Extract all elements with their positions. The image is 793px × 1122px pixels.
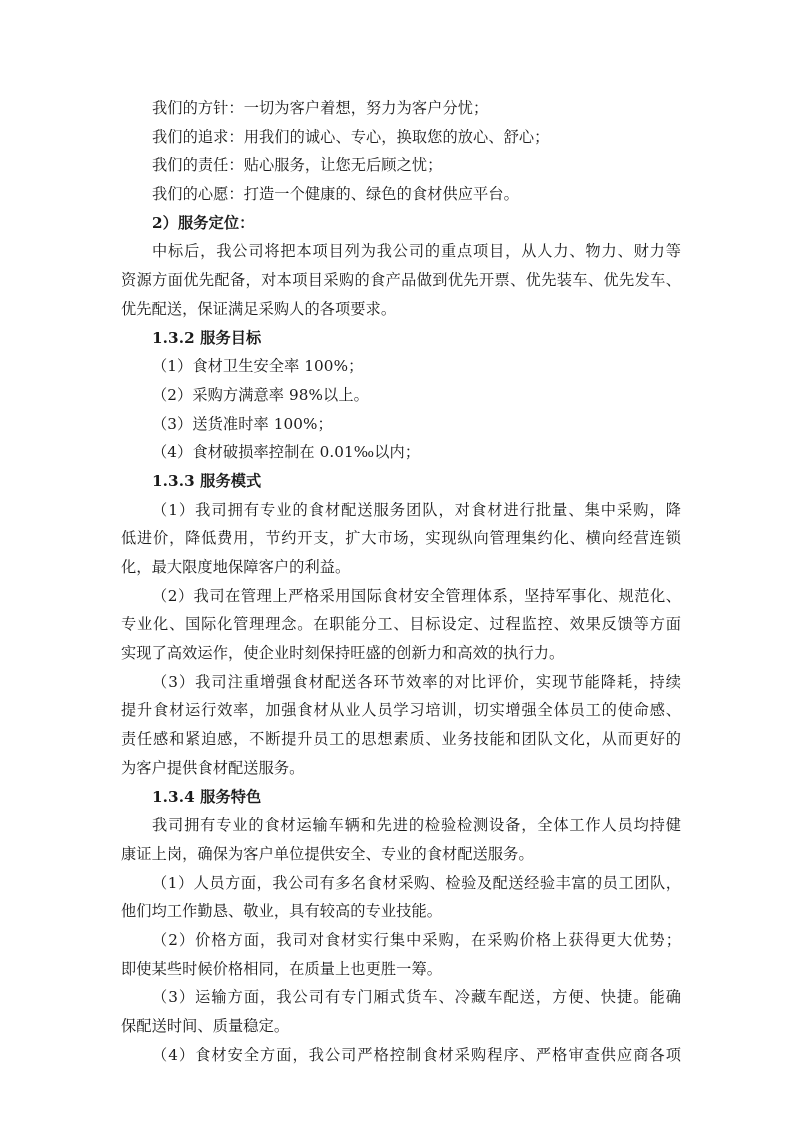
list-item: （1）食材卫生安全率 100%； — [152, 357, 364, 376]
paragraph-line: 中标后，我公司将把本项目列为我公司的重点项目，从人力、物力、财力等 — [152, 242, 681, 261]
paragraph-line: （1）人员方面，我公司有多名食材采购、检验及配送经验丰富的员工团队， — [152, 873, 681, 892]
motto-responsibility: 我们的责任：贴心服务，让您无后顾之忧； — [152, 156, 443, 175]
paragraph-line: 专业化、国际化管理理念。在职能分工、目标设定、过程监控、效果反馈等方面 — [121, 615, 681, 634]
list-item: （3）送货准时率 100%； — [152, 414, 333, 433]
paragraph-line: 实现了高效运作，使企业时刻保持旺盛的创新力和高效的执行力。 — [121, 644, 565, 663]
motto-wish: 我们的心愿：打造一个健康的、绿色的食材供应平台。 — [152, 185, 519, 204]
heading-1-3-3: 1.3.3 服务模式 — [152, 471, 262, 490]
paragraph-line: （2）价格方面，我司对食材实行集中采购，在采购价格上获得更大优势； — [152, 930, 681, 949]
paragraph-line: 优先配送，保证满足采购人的各项要求。 — [121, 299, 397, 318]
paragraph-line: 保配送时间、质量稳定。 — [121, 1017, 290, 1035]
paragraph-line: 康证上岗，确保为客户单位提供安全、专业的食材配送服务。 — [121, 844, 534, 863]
heading-service-positioning: 2）服务定位： — [152, 213, 255, 232]
document-body — [121, 94, 681, 1069]
paragraph-line: 低进价，降低费用，节约开支，扩大市场，实现纵向管理集约化、横向经营连锁 — [121, 529, 681, 548]
paragraph-line: 提升食材运行效率，加强食材从业人员学习培训，切实增强全体员工的使命感、 — [121, 701, 681, 720]
list-item: （4）食材破损率控制在 0.01‰以内； — [152, 443, 421, 462]
list-item: （2）采购方满意率 98%以上。 — [152, 385, 369, 404]
paragraph-line: （3）运输方面，我公司有专门厢式货车、冷藏车配送，方便、快捷。能确 — [152, 988, 681, 1007]
heading-1-3-4: 1.3.4 服务特色 — [152, 787, 262, 806]
paragraph-line: （4）食材安全方面，我公司严格控制食材采购程序、严格审查供应商各项 — [152, 1045, 681, 1064]
paragraph-line: 我司拥有专业的食材运输车辆和先进的检验检测设备，全体工作人员均持健 — [152, 816, 681, 835]
motto-pursuit: 我们的追求：用我们的诚心、专心，换取您的放心、舒心； — [152, 127, 550, 146]
paragraph-line: 化，最大限度地保障客户的利益。 — [121, 558, 351, 576]
paragraph-line: 责任感和紧迫感，不断提升员工的思想素质、业务技能和团队文化，从而更好的 — [121, 730, 681, 749]
paragraph-line: 资源方面优先配备，对本项目采购的食产品做到优先开票、优先装车、优先发车、 — [121, 271, 681, 290]
paragraph-line: （3）我司注重增强食材配送各环节效率的对比评价，实现节能降耗，持续 — [152, 672, 681, 691]
paragraph-line: 为客户提供食材配送服务。 — [121, 758, 305, 777]
paragraph-line: （2）我司在管理上严格采用国际食材安全管理体系，坚持军事化、规范化、 — [152, 586, 681, 605]
motto-policy: 我们的方针：一切为客户着想，努力为客户分忧； — [152, 99, 489, 117]
heading-1-3-2: 1.3.2 服务目标 — [152, 328, 262, 347]
paragraph-line: 他们均工作勤恳、敬业，具有较高的专业技能。 — [121, 902, 443, 921]
paragraph-line: 即使某些时候价格相同，在质量上也更胜一筹。 — [121, 959, 443, 978]
paragraph-line: （1）我司拥有专业的食材配送服务团队，对食材进行批量、集中采购，降 — [152, 500, 681, 519]
